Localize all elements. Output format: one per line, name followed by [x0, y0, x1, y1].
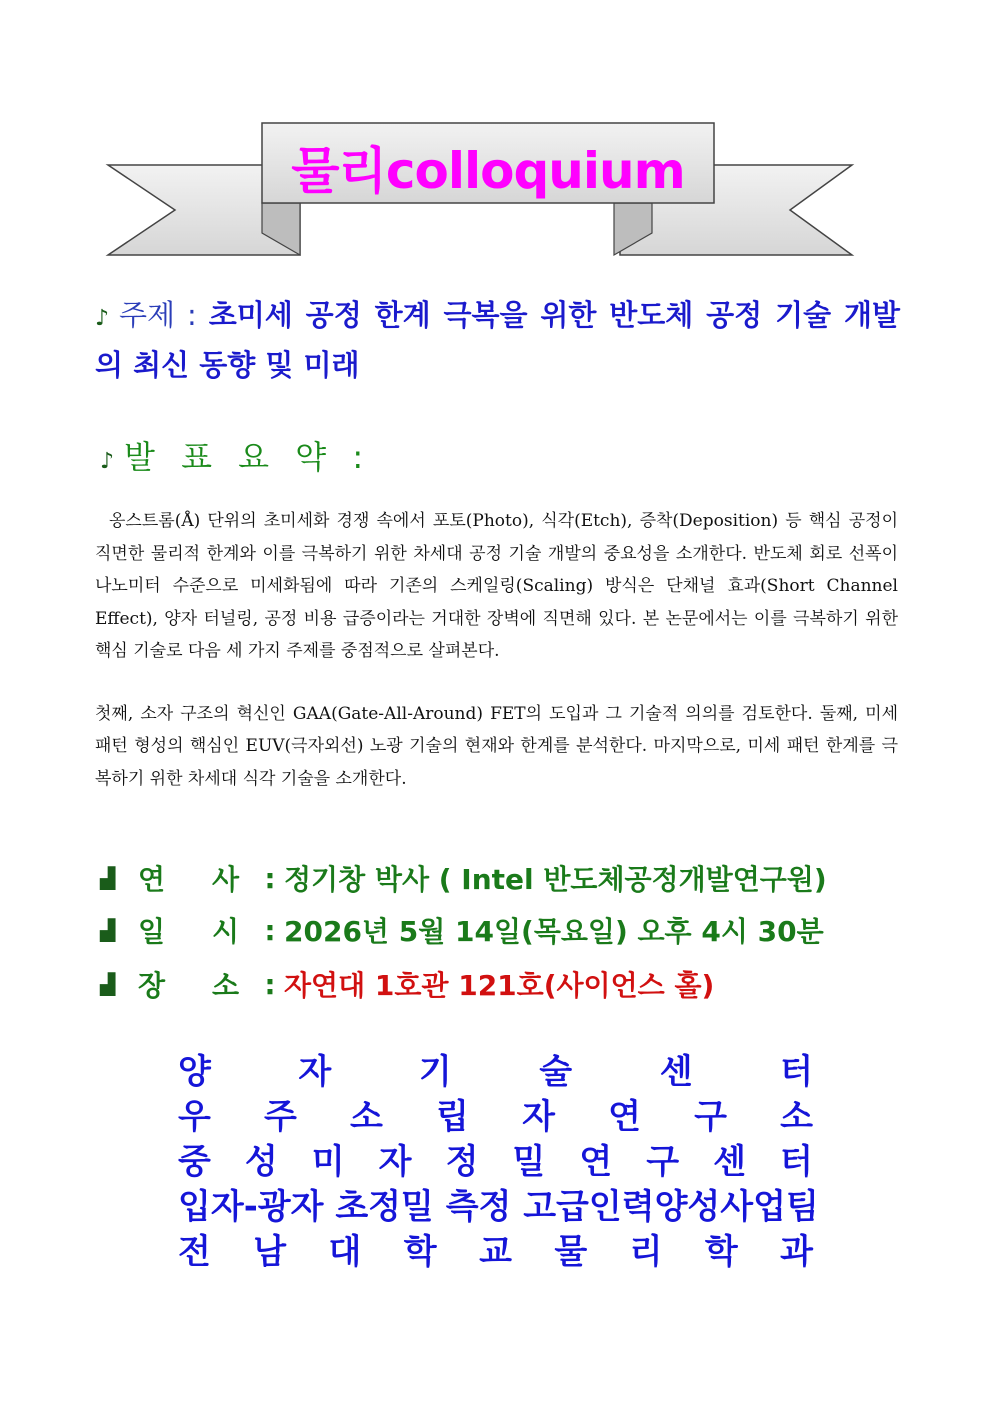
organizer-char: 자: [522, 1097, 555, 1137]
organizer-line: [178, 1095, 813, 1140]
datetime-row: [100, 910, 824, 950]
organizer-char: 미: [311, 1142, 345, 1182]
organizer-char: 학: [403, 1232, 437, 1272]
speaker-key-2: 사: [212, 863, 240, 896]
colon: :: [264, 861, 276, 895]
organizer-line: [178, 1140, 813, 1185]
organizer-char: 교: [479, 1232, 512, 1272]
place-value: 자연대 1호관 121호(사이언스 홀): [284, 969, 715, 1002]
speaker-value: 정기창 박사 ( Intel 반도체공정개발연구원): [284, 863, 827, 896]
organizer-char: 센: [713, 1142, 746, 1182]
summary-paragraph: 첫째, 소자 구조의 혁신인 GAA(Gate-All-Around) FET의 도입과 그 기술적 의의를 검토한다. 둘째, 미세 패턴 형성의 핵심인 EUV(극자외선) 노광 기술의 현재와 한계를 분석한다. 마지막으로, 미세 패턴 한계를 극복하기 위한 차세대 식각 기술을 소개한다.: [95, 703, 898, 789]
organizer-char: 구: [694, 1097, 727, 1137]
topic-label: 주제 :: [119, 298, 209, 332]
summary-body: [95, 505, 898, 795]
summary-heading: [100, 432, 371, 478]
place-key-1: 장: [138, 969, 166, 1002]
organizer-text: 입자-광자 초정밀 측정 고급인력양성사업팀: [178, 1187, 819, 1227]
datetime-value: 2026년 5월 14일(목요일) 오후 4시 30분: [284, 915, 824, 948]
organizer-char: 학: [704, 1232, 738, 1272]
organizer-char: 소: [780, 1097, 813, 1137]
organizer-char: 리: [629, 1232, 663, 1272]
speaker-row: [100, 858, 827, 898]
organizer-char: 중: [178, 1142, 211, 1182]
organizer-char: 터: [780, 1142, 813, 1182]
organizer-char: 센: [659, 1052, 693, 1092]
organizer-char: 술: [539, 1052, 573, 1092]
organizer-char: 남: [253, 1232, 287, 1272]
organizer-char: 전: [178, 1232, 211, 1272]
place-key-2: 소: [212, 969, 240, 1002]
organizer-char: 주: [264, 1097, 297, 1137]
place-row: [100, 964, 714, 1004]
summary-paragraph: 옹스트롬(Å) 단위의 초미세화 경쟁 속에서 포토(Photo), 식각(Etch), 증착(Deposition) 등 핵심 공정이 직면한 물리적 한계와 이를 극복하기 위한 차세대 공정 기술 개발의 중요성을 소개한다. 반도체 회로 선폭이 나노미터 수준으로 미세화됨에 따라 기존의 스케일링(Scaling) 방식은 단채널 효과(Short Channel Effect), 양자 터널링, 공정 비용 급증이라는 거대한 장벽에 직면해 있다. 본 논문에서는 이를 극복하기 위한 핵심 기술로 다음 세 가지 주제를 중점적으로 살펴본다.: [95, 511, 898, 661]
organizer-char: 우: [178, 1097, 211, 1137]
organizer-char: 기: [418, 1052, 452, 1092]
summary-heading-text: 발 표 요 약 :: [124, 438, 372, 476]
music-note-icon: ♪: [100, 449, 115, 474]
organizers: [178, 1050, 819, 1275]
organizer-char: 연: [608, 1097, 641, 1137]
organizer-char: 소: [350, 1097, 383, 1137]
colon: :: [264, 913, 276, 947]
topic-text: 초미세 공정 한계 극복을 위한 반도체 공정 기술 개발의 최신 동향 및 미래: [95, 298, 900, 382]
organizer-char: 양: [178, 1052, 211, 1092]
organizer-char: 성: [244, 1142, 278, 1182]
organizer-line: [178, 1050, 813, 1095]
organizer-char: 물: [554, 1232, 588, 1272]
music-note-icon: ♪: [95, 306, 110, 331]
organizer-char: 구: [646, 1142, 680, 1182]
organizer-line: [178, 1185, 819, 1230]
organizer-char: 자: [378, 1142, 412, 1182]
organizer-char: 밀: [512, 1142, 546, 1182]
bullet-icon: ▟: [100, 918, 116, 942]
speaker-key-1: 연: [138, 863, 166, 896]
organizer-char: 정: [445, 1142, 479, 1182]
banner-title: 물리colloquium: [291, 142, 685, 200]
datetime-key-2: 시: [212, 915, 240, 948]
organizer-line: [178, 1230, 813, 1275]
bullet-icon: ▟: [100, 866, 116, 890]
topic: [95, 292, 900, 388]
organizer-char: 과: [780, 1232, 813, 1272]
bullet-icon: ▟: [100, 972, 116, 996]
organizer-char: 연: [579, 1142, 613, 1182]
organizer-char: 립: [436, 1097, 469, 1137]
colon: :: [264, 967, 276, 1001]
organizer-char: 터: [780, 1052, 813, 1092]
organizer-char: 자: [298, 1052, 332, 1092]
organizer-char: 대: [328, 1232, 362, 1272]
datetime-key-1: 일: [138, 915, 166, 948]
